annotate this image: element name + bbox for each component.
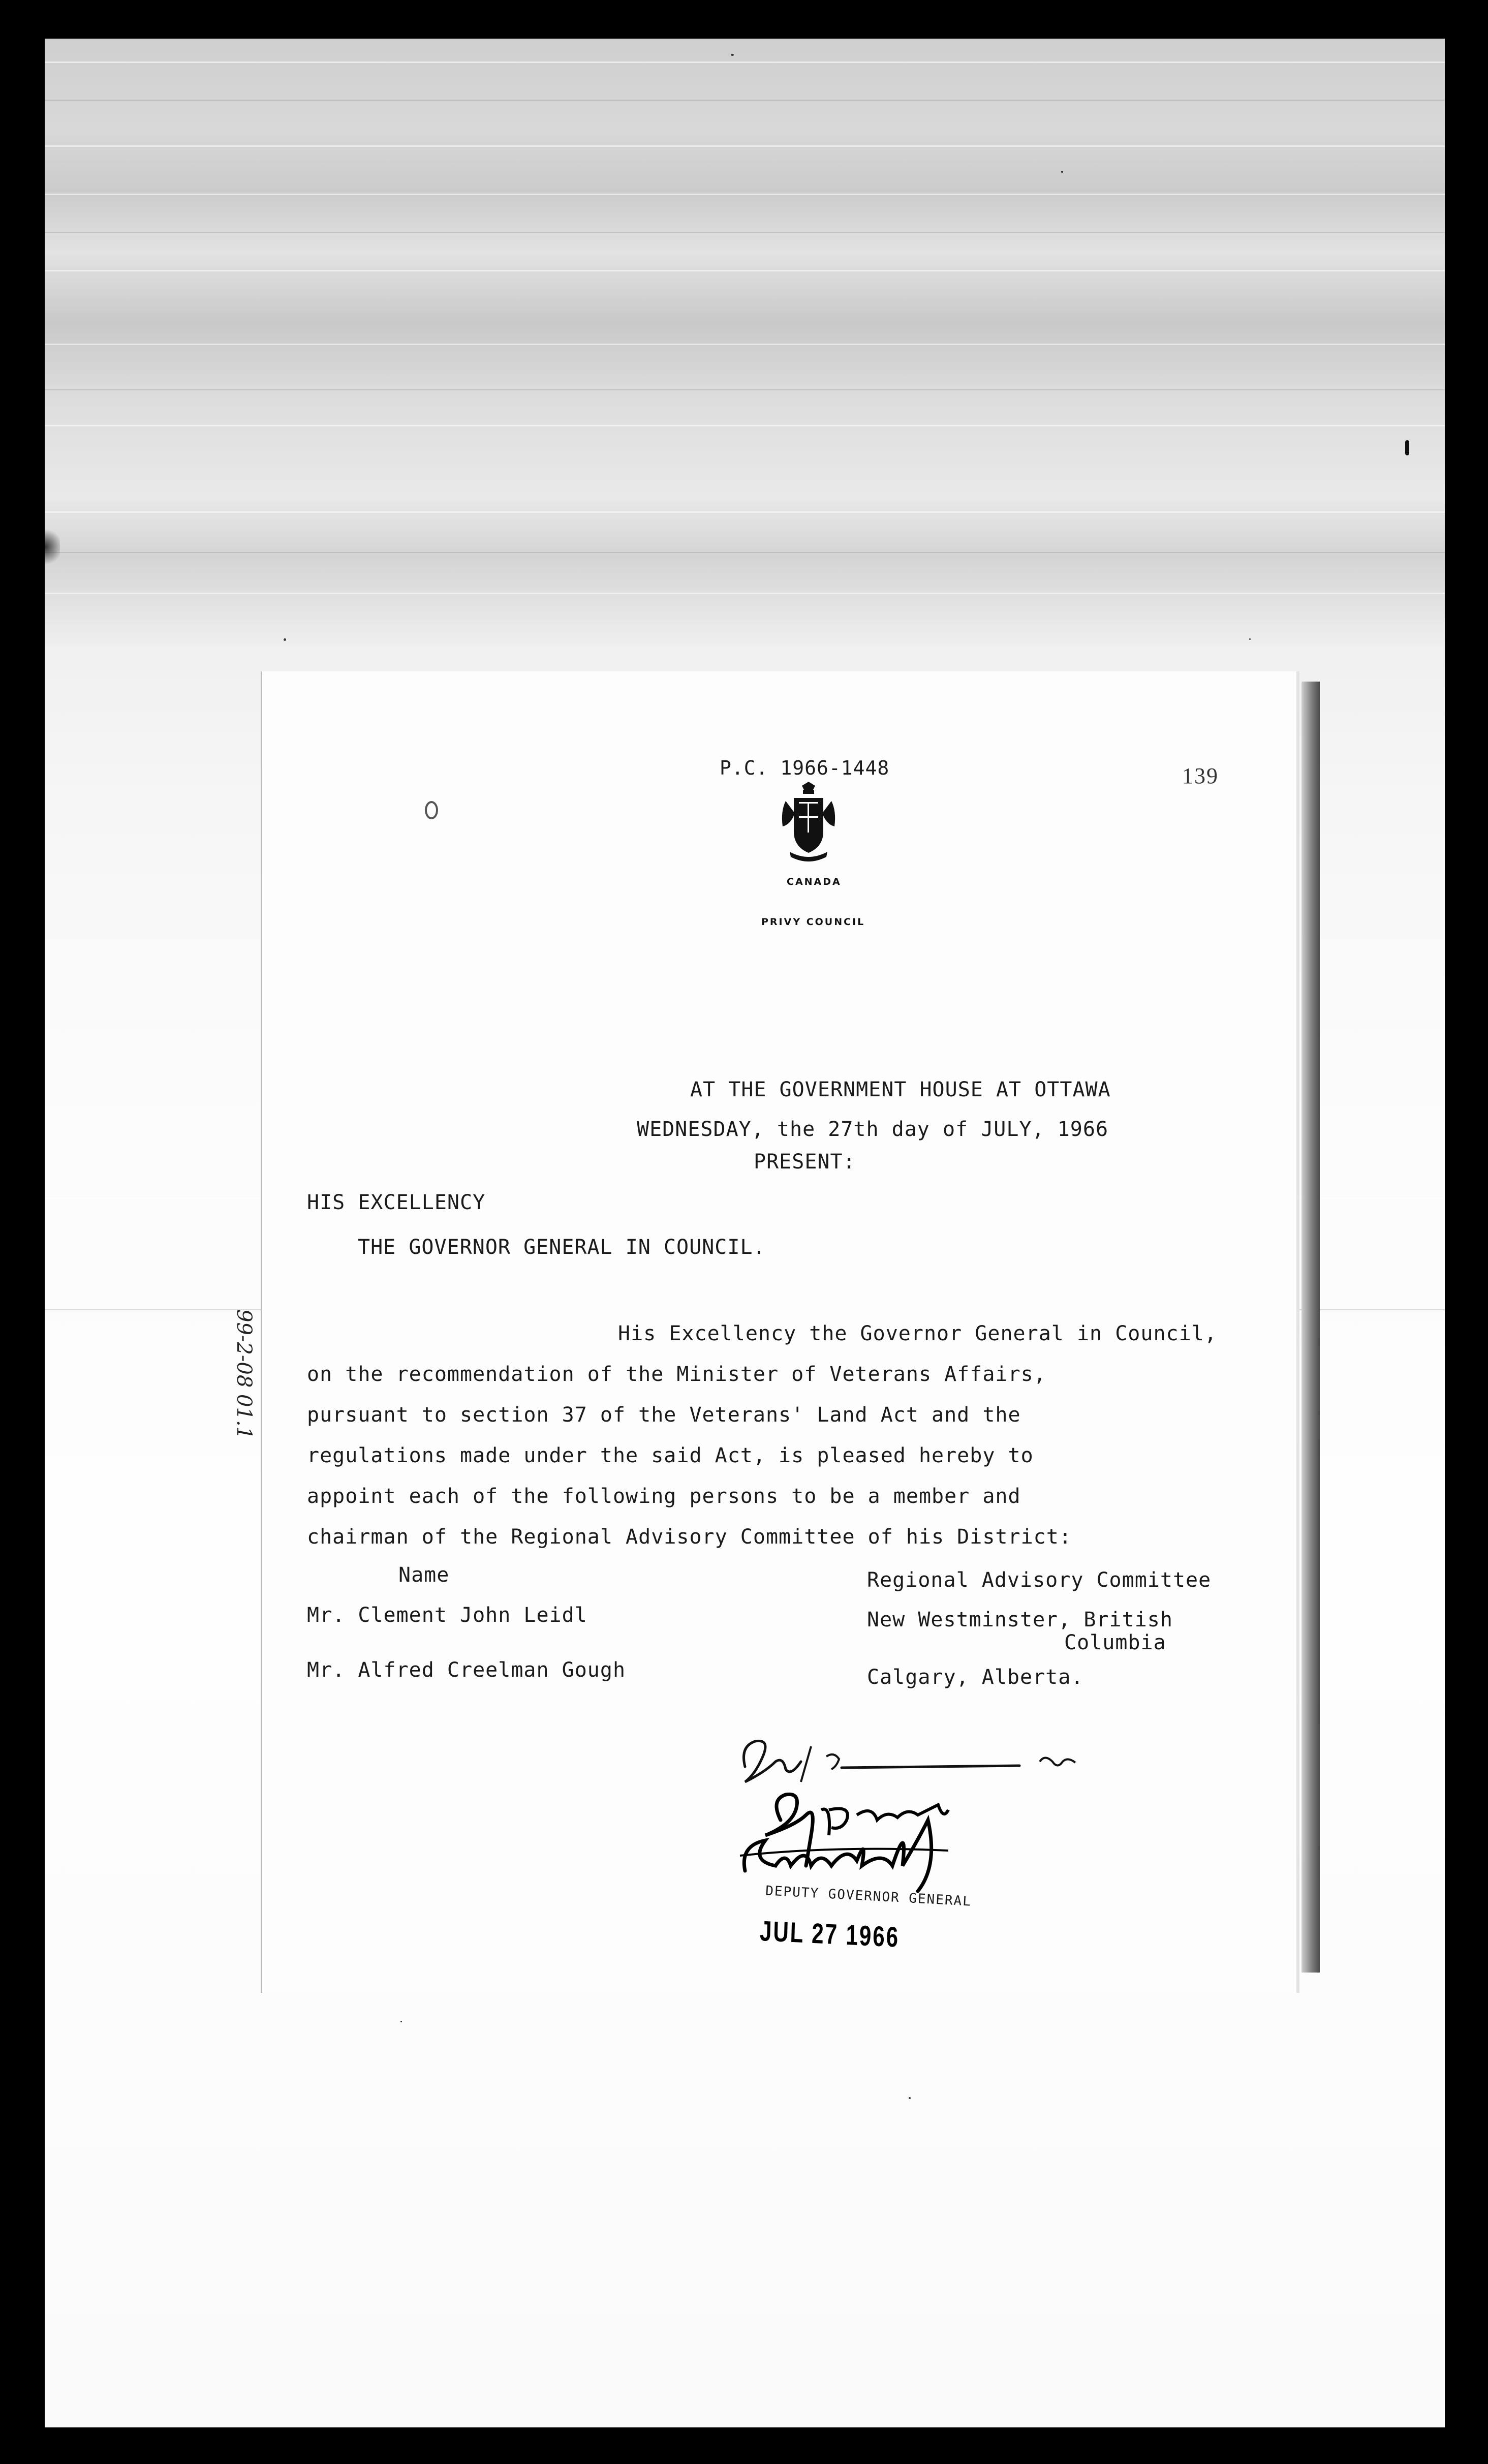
heading-his-excellency: HIS EXCELLENCY (307, 1191, 486, 1214)
column-header-committee: Regional Advisory Committee (867, 1568, 1212, 1592)
column-header-name: Name (398, 1563, 450, 1587)
heading-present: PRESENT: (754, 1150, 856, 1174)
crest-label-office: PRIVY COUNCIL (761, 916, 865, 928)
heading-location: AT THE GOVERNMENT HOUSE AT OTTAWA (690, 1078, 1111, 1101)
crest-label-country: CANADA (787, 876, 842, 887)
sheet-edge-shadow (1301, 682, 1320, 1973)
heading-governor-in-council: THE GOVERNOR GENERAL IN COUNCIL. (358, 1236, 766, 1259)
appointee-committee: New Westminster, British (867, 1608, 1173, 1631)
appointee-committee-continued: Columbia (1064, 1631, 1166, 1654)
page-number: 139 (1182, 763, 1219, 788)
body-line: on the recommendation of the Minister of Veterans Affairs, (307, 1363, 1046, 1386)
order-number: P.C. 1966-1448 (720, 757, 890, 779)
body-line: regulations made under the said Act, is pleased hereby to (307, 1444, 1034, 1467)
coat-of-arms-icon (776, 781, 842, 867)
margin-handwritten-note: 99-2-08 01.1 (232, 1309, 256, 1440)
film-edge-shadow (45, 527, 60, 567)
document-sheet (261, 671, 1296, 1993)
body-line: pursuant to section 37 of the Veterans' Land Act and the (307, 1403, 1021, 1427)
microfilm-frame (45, 39, 1445, 2427)
film-edge-mark (1405, 440, 1409, 455)
appointee-name: Mr. Clement John Leidl (307, 1604, 587, 1627)
appointee-committee: Calgary, Alberta. (867, 1666, 1084, 1689)
stamp-title: DEPUTY GOVERNOR GENERAL (765, 1883, 972, 1909)
stamp-date: JUL 27 1966 (759, 1914, 900, 1953)
body-line: appoint each of the following persons to be a member and (307, 1485, 1021, 1508)
body-line: His Excellency the Governor General in Council, (618, 1322, 1217, 1345)
body-line: chairman of the Regional Advisory Committee of his District: (307, 1525, 1072, 1549)
heading-date: WEDNESDAY, the 27th day of JULY, 1966 (637, 1118, 1109, 1141)
appointee-name: Mr. Alfred Creelman Gough (307, 1658, 626, 1682)
punch-mark (425, 801, 438, 819)
